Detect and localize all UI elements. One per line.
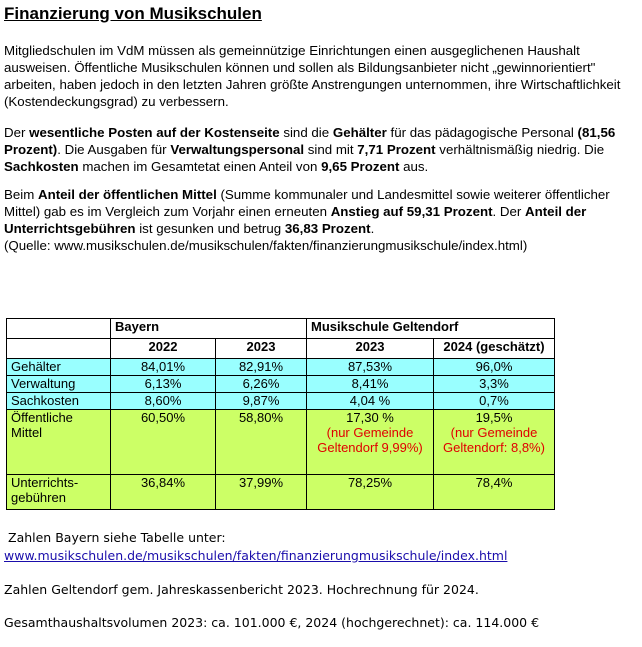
cell: 8,41%	[307, 376, 434, 393]
funding-paragraph	[4, 186, 640, 254]
source-link[interactable]: www.musikschulen.de/musikschulen/fakten/finanzierungmusikschule/index.html	[4, 548, 508, 563]
table-row	[7, 393, 555, 410]
table-row	[7, 376, 555, 393]
cell: 6,13%	[111, 376, 216, 393]
text: verhältnismäßig niedrig. Die	[435, 142, 605, 157]
table-row	[7, 410, 555, 475]
bold-text: (81,56 Prozent)	[4, 125, 616, 157]
intro-paragraph: Mitgliedschulen im VdM müssen als gemeinnützige Einrichtungen einen ausgeglichenen Haushalt ausweisen. Öffentliche Musikschulen können und sollen als Bildungsanbieter nicht „gewinnorientiert" arbeiten, haben jedoch in den letzten Jahren größte Anstrengungen unternommen, ihre Wirtschaftlichkeit (Kostendeckungsgrad) zu verbessern.	[4, 43, 621, 109]
text: sind mit	[304, 142, 358, 157]
row-label: Öffentliche Mittel	[7, 410, 111, 475]
cell-note: (nur Gemeinde Geltendorf 9,99%)	[317, 425, 423, 455]
row-label: Sachkosten	[7, 393, 111, 410]
text: machen im Gesamtetat einen Anteil von	[78, 159, 322, 174]
cell: 58,80%	[216, 410, 307, 475]
row-label: Verwaltung	[7, 376, 111, 393]
table-row	[7, 475, 555, 510]
bold-text: 7,71 Prozent	[357, 142, 436, 157]
bold-text: Sachkosten	[4, 159, 79, 174]
bold-text: Verwaltungspersonal	[170, 142, 305, 157]
bold-text: Anteil der Unterrichtsgebühren	[4, 204, 587, 236]
cell: 96,0%	[434, 359, 555, 376]
text: . Der	[492, 204, 526, 219]
bold-text: 9,65 Prozent	[321, 159, 400, 174]
bold-text: Gehälter	[332, 125, 387, 140]
cell: 6,26%	[216, 376, 307, 393]
cell: 0,7%	[434, 393, 555, 410]
cell: 84,01%	[111, 359, 216, 376]
cell: 3,3%	[434, 376, 555, 393]
page-title: Finanzierung von Musikschulen	[4, 4, 262, 23]
cell: 78,4%	[434, 475, 555, 510]
cell-value: 19,5%	[475, 410, 513, 425]
text: sind die	[279, 125, 333, 140]
table-row	[7, 359, 555, 376]
text: (Summe kommunaler und Landesmittel sowie weiterer öffentlicher Mittel) gab es im Vergleich zum Vorjahr einen erneuten	[4, 187, 610, 219]
cell-value: 17,30 %	[346, 410, 394, 425]
cell: 37,99%	[216, 475, 307, 510]
row-label: Gehälter	[7, 359, 111, 376]
note-text: Gesamthaushaltsvolumen 2023: ca. 101.000 €, 2024 (hochgerechnet): ca. 114.000 €	[4, 615, 540, 630]
col-header: 2023	[216, 339, 307, 359]
group-header-bayern: Bayern	[111, 319, 307, 339]
bold-text: 36,83 Prozent	[284, 221, 371, 236]
text: ist gesunken und betrug	[135, 221, 285, 236]
row-label: Unterrichts-gebühren	[7, 475, 111, 510]
cell: 4,04 %	[307, 393, 434, 410]
note-text: Zahlen Geltendorf gem. Jahreskassenbericht 2023. Hochrechnung für 2024.	[4, 582, 479, 597]
col-header: 2023	[307, 339, 434, 359]
col-header: 2022	[111, 339, 216, 359]
cell-note: (nur Gemeinde Geltendorf: 8,8%)	[443, 425, 545, 455]
cell: 78,25%	[307, 475, 434, 510]
source-text: (Quelle: www.musikschulen.de/musikschulen/fakten/finanzierungmusikschule/index.html)	[4, 238, 528, 253]
bold-text: Anteil der öffentlichen Mittel	[38, 187, 217, 202]
empty-header	[7, 319, 111, 339]
finance-table	[6, 318, 555, 510]
cell: 82,91%	[216, 359, 307, 376]
cell	[307, 410, 434, 475]
group-header-geltendorf: Musikschule Geltendorf	[307, 319, 555, 339]
text: für das pädagogische Personal	[386, 125, 578, 140]
col-header: 2024 (geschätzt)	[434, 339, 555, 359]
bold-text: wesentliche Posten auf der Kostenseite	[29, 125, 280, 140]
text: . Die Ausgaben für	[57, 142, 171, 157]
cell: 8,60%	[111, 393, 216, 410]
text: aus.	[399, 159, 429, 174]
note-text: Zahlen Bayern siehe Tabelle unter:	[8, 530, 226, 545]
cell	[434, 410, 555, 475]
cell: 9,87%	[216, 393, 307, 410]
cell: 36,84%	[111, 475, 216, 510]
bold-text: Anstieg auf 59,31 Prozent	[330, 204, 493, 219]
cell: 60,50%	[111, 410, 216, 475]
text: Beim	[4, 187, 38, 202]
cost-paragraph	[4, 124, 640, 175]
text: Der	[4, 125, 30, 140]
text: .	[370, 221, 375, 236]
cell: 87,53%	[307, 359, 434, 376]
empty-header	[7, 339, 111, 359]
